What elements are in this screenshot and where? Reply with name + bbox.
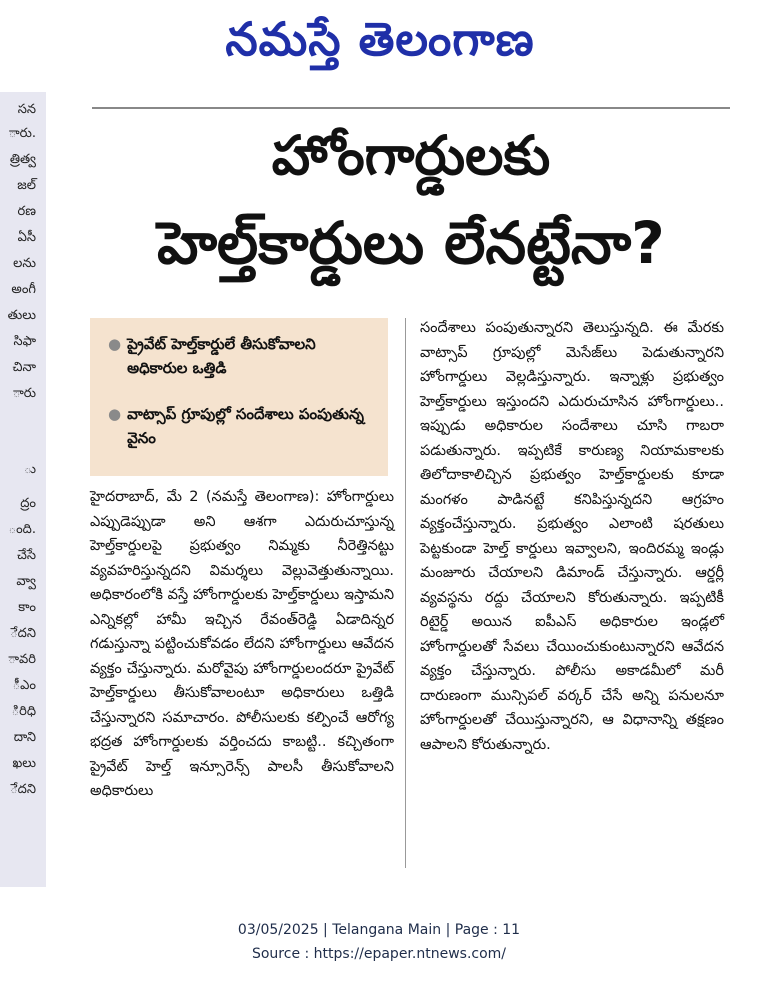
adjacent-article-fragment xyxy=(0,92,46,887)
headline-line-1: హోంగార్డులకు xyxy=(271,124,551,187)
fragment-text: తులు xyxy=(7,308,36,323)
fragment-text: కాం xyxy=(18,600,36,615)
fragment-text: ేదని xyxy=(10,782,36,797)
fragment-text: ీఎం xyxy=(12,678,36,693)
fragment-text: సిఫా xyxy=(13,334,36,349)
fragment-text: ారు xyxy=(12,386,36,401)
highlights-box xyxy=(90,318,388,476)
fragment-text: ఖలు xyxy=(12,756,36,771)
bullet-icon: ● xyxy=(108,405,122,423)
highlight-text: ప్రైవేట్ హెల్త్‌కార్డులే తీసుకోవాలని అధికారుల ఒత్తిడి xyxy=(127,335,316,377)
fragment-text: జల్ xyxy=(17,178,36,193)
fragment-text: ు xyxy=(23,462,36,477)
fragment-text: ంది. xyxy=(8,522,36,537)
fragment-text: చేసే xyxy=(16,548,36,563)
fragment-text: ిరిధి xyxy=(11,704,36,719)
fragment-text: ేదని xyxy=(10,626,36,641)
bullet-icon: ● xyxy=(108,335,122,353)
fragment-text: త్రిత్వ xyxy=(9,152,36,167)
highlight-text: వాట్సాప్ గ్రూపుల్లో సందేశాలు పంపుతున్న వైనం xyxy=(127,405,364,447)
fragment-text: చినా xyxy=(12,360,36,375)
newspaper-masthead: నమస్తే తెలంగాణ xyxy=(225,12,535,66)
fragment-text: వ్వా xyxy=(16,574,36,589)
fragment-text: అంగీ xyxy=(11,282,36,297)
headline-rule xyxy=(92,107,730,109)
fragment-text: ారు. xyxy=(8,126,36,141)
fragment-text: రణ xyxy=(17,204,36,219)
column-divider xyxy=(405,318,406,868)
highlight-item xyxy=(108,332,367,380)
article-column-1: హైదరాబాద్, మే 2 (నమస్తే తెలంగాణ): హోంగార్డులు ఎప్పుడెప్పుడా అని ఆశగా ఎదురుచూస్తున్న హెల్త్‌కార్డులపై ప్రభుత్వం నిమ్మకు నీరెత్తినట్టు వ్యవహరిస్తున్నదని విమర్శలు వెల్లువెత్తుతున్నాయి. అధికారంలోకి వస్తే హోంగార్డులకు హెల్త్‌కార్డులు ఇస్తామని ఎన్నికల్లో హామీ ఇచ్చిన రేవంత్‌రెడ్డి ఏడాదిన్నర గడుస్తున్నా పట్టించుకోవడం లేదని హోంగార్డులు ఆవేదన వ్యక్తం చేస్తున్నారు. మరోవైపు హోంగార్డులందరూ ప్రైవేట్ హెల్త్‌కార్డులు తీసుకోవాలంటూ అధికారులు ఒత్తిడి చేస్తున్నారని సమాచారం. పోలీసులకు కల్పించే ఆరోగ్య భద్రత హోంగార్డులకు వర్తించదు కాబట్టి.. కచ్చితంగా ప్రైవేట్ హెల్త్ ఇన్సూరెన్స్ పాలసీ తీసుకోవాలని అధికారులు xyxy=(90,489,394,799)
footer-source: Source : https://epaper.ntnews.com/ xyxy=(251,946,507,962)
headline-line-2: హెల్త్‌కార్డులు లేనట్టేనా? xyxy=(157,209,665,277)
fragment-text: ద్రం xyxy=(20,496,36,511)
fragment-text: దాని xyxy=(13,730,36,745)
fragment-text: సన xyxy=(17,102,36,117)
footer-edition-info: 03/05/2025 | Telangana Main | Page : 11 xyxy=(237,922,521,938)
fragment-text: ఏసీ xyxy=(17,230,36,245)
article-column-2: సందేశాలు పంపుతున్నారని తెలుస్తున్నది. ఈ మేరకు వాట్సాప్ గ్రూపుల్లో మెసేజ్‌లు పెడుతున్నారని హోంగార్డులు వెల్లడిస్తున్నారు. ఇన్నాళ్లు ప్రభుత్వం హెల్త్‌కార్డులు ఇస్తుందని ఎదురుచూసిన హోంగార్డులు.. ఇప్పుడు అధికారుల సందేశాలు చూసి గాబరా పడుతున్నారు. ఇప్పటికే కారుణ్య నియామకాలకు తిలోదాకాలిచ్చిన ప్రభుత్వం హెల్త్‌కార్డులకు కూడా మంగళం పాడినట్టే కనిపిస్తున్నదని ఆగ్రహం వ్యక్తంచేస్తున్నారు. ప్రభుత్వం ఎలాంటి షరతులు పెట్టకుండా హెల్త్ కార్డులు ఇవ్వాలని, ఇందిరమ్మ ఇండ్లు మంజూరు చేయాలని డిమాండ్ చేస్తున్నారు. ఆర్డర్లీ వ్యవస్థను రద్దు చేయాలని కోరుతున్నారు. ఇప్పటికీ రిటైర్డ్ అయిన ఐపీఎస్ అధికారుల ఇండ్లలో హోంగార్డులతో సేవలు చేయించుకుంటున్నారని ఆవేదన వ్యక్తం చేస్తున్నారు. పోలీసు అకాడమీలో మరీ దారుణంగా మున్సిపల్ వర్కర్ చేసే అన్ని పనులనూ హోంగార్డులతో చేయిస్తున్నారని, ఆ విధానాన్ని తక్షణం ఆపాలని కోరుతున్నారు. xyxy=(420,320,724,753)
highlight-item xyxy=(108,402,367,450)
fragment-text: లను xyxy=(13,256,36,271)
fragment-text: ావరి xyxy=(8,652,36,667)
